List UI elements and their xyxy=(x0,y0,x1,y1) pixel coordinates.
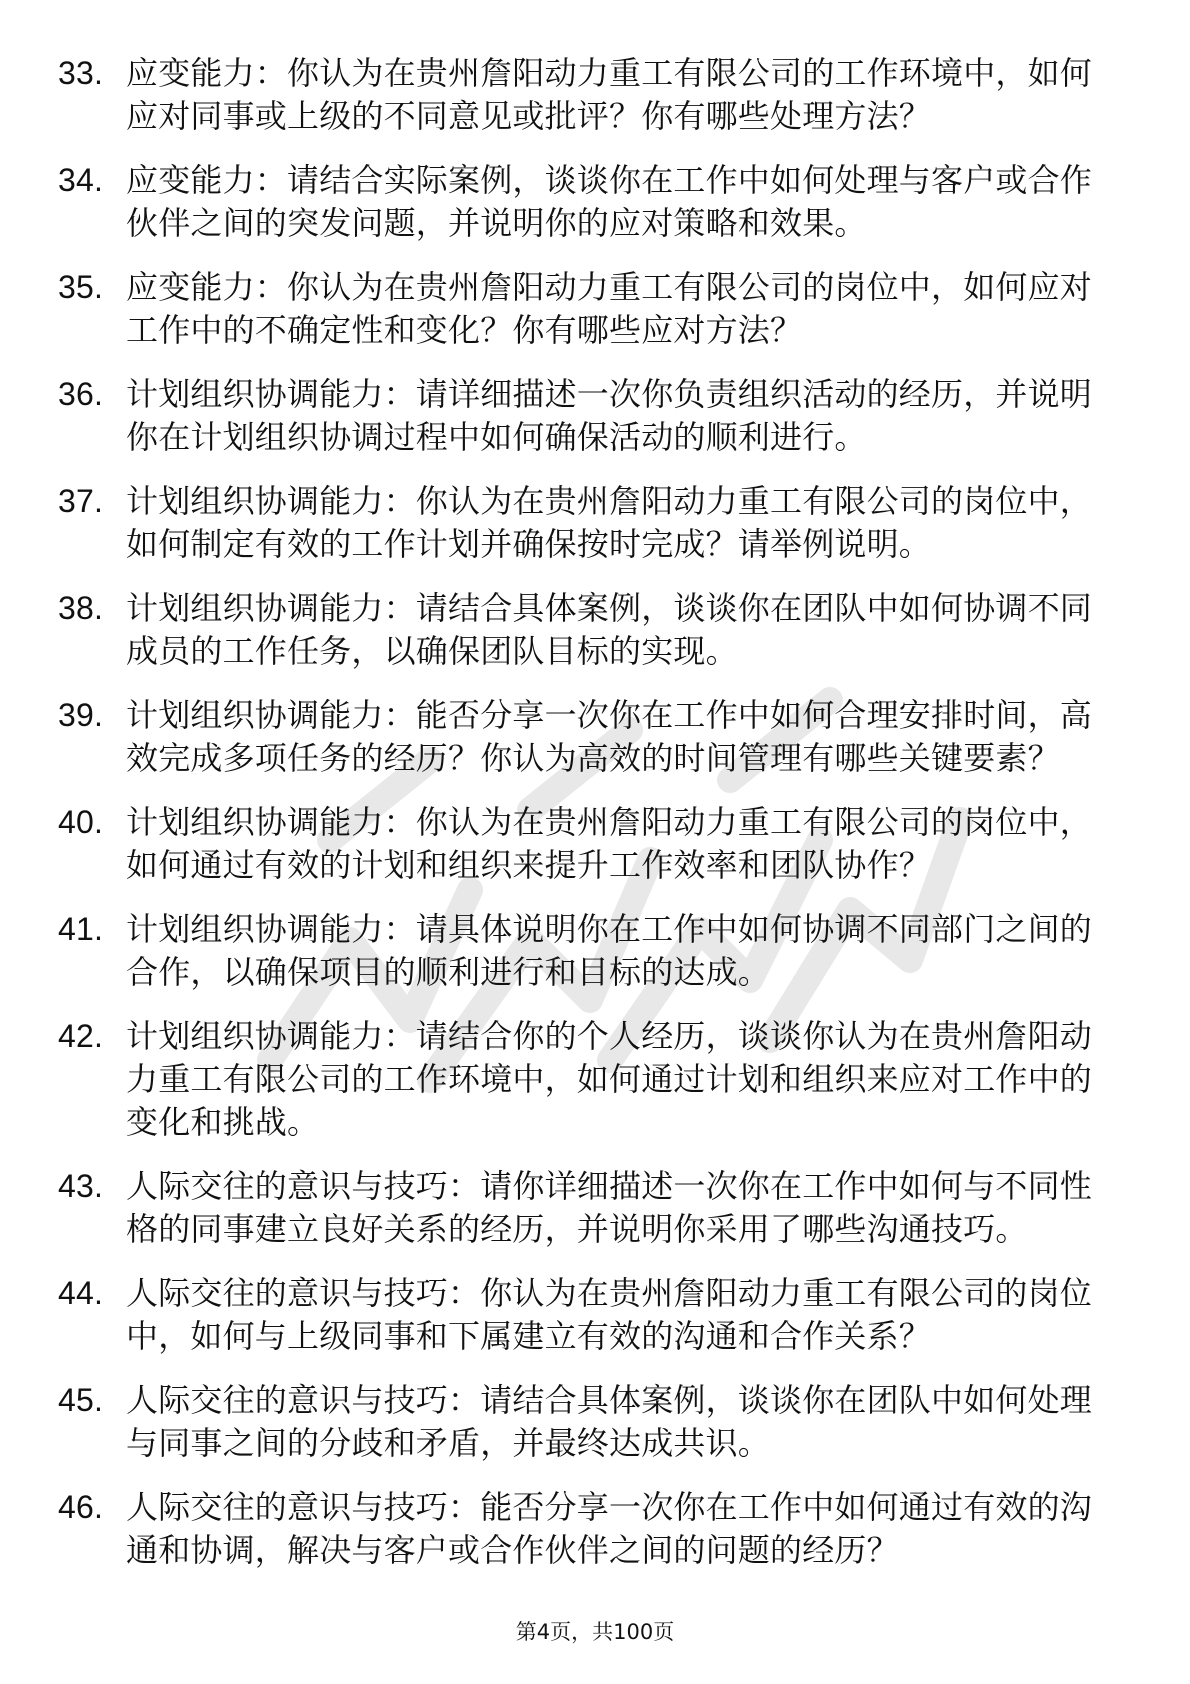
question-number: 33. xyxy=(58,55,104,91)
question-item xyxy=(58,1486,1108,1572)
question-list xyxy=(58,52,1108,1593)
question-item xyxy=(58,1015,1108,1144)
question-item xyxy=(58,52,1108,138)
question-item xyxy=(58,373,1108,459)
question-text: 计划组织协调能力：你认为在贵州詹阳动力重工有限公司的岗位中，如何通过有效的计划和组织来提升工作效率和团队协作？ xyxy=(126,803,1093,884)
question-number: 39. xyxy=(58,697,104,733)
question-text: 计划组织协调能力：你认为在贵州詹阳动力重工有限公司的岗位中，如何制定有效的工作计划并确保按时完成？请举例说明。 xyxy=(126,482,1093,563)
question-item xyxy=(58,908,1108,994)
question-text: 应变能力：你认为在贵州詹阳动力重工有限公司的岗位中，如何应对工作中的不确定性和变化？你有哪些应对方法？ xyxy=(126,268,1093,349)
question-item xyxy=(58,159,1108,245)
question-item xyxy=(58,1165,1108,1251)
question-item xyxy=(58,266,1108,352)
question-text: 应变能力：你认为在贵州詹阳动力重工有限公司的工作环境中，如何应对同事或上级的不同意见或批评？你有哪些处理方法？ xyxy=(126,54,1093,135)
question-text: 计划组织协调能力：请具体说明你在工作中如何协调不同部门之间的合作，以确保项目的顺利进行和目标的达成。 xyxy=(126,910,1093,991)
question-text: 应变能力：请结合实际案例，谈谈你在工作中如何处理与客户或合作伙伴之间的突发问题，并说明你的应对策略和效果。 xyxy=(126,161,1093,242)
question-number: 45. xyxy=(58,1382,104,1418)
question-number: 35. xyxy=(58,269,104,305)
question-text: 计划组织协调能力：能否分享一次你在工作中如何合理安排时间，高效完成多项任务的经历？你认为高效的时间管理有哪些关键要素？ xyxy=(126,696,1093,777)
question-number: 40. xyxy=(58,804,104,840)
question-number: 41. xyxy=(58,911,104,947)
question-item xyxy=(58,694,1108,780)
question-text: 计划组织协调能力：请详细描述一次你负责组织活动的经历，并说明你在计划组织协调过程中如何确保活动的顺利进行。 xyxy=(126,375,1093,456)
question-item xyxy=(58,587,1108,673)
question-text: 计划组织协调能力：请结合具体案例，谈谈你在团队中如何协调不同成员的工作任务，以确保团队目标的实现。 xyxy=(126,589,1093,670)
question-item xyxy=(58,480,1108,566)
question-number: 44. xyxy=(58,1275,104,1311)
question-item xyxy=(58,1379,1108,1465)
question-number: 34. xyxy=(58,162,104,198)
page-number-footer: 第4页，共100页 xyxy=(515,1620,675,1644)
question-number: 36. xyxy=(58,376,104,412)
question-text: 人际交往的意识与技巧：请结合具体案例，谈谈你在团队中如何处理与同事之间的分歧和矛盾，并最终达成共识。 xyxy=(126,1381,1093,1462)
question-number: 38. xyxy=(58,590,104,626)
question-text: 计划组织协调能力：请结合你的个人经历，谈谈你认为在贵州詹阳动力重工有限公司的工作环境中，如何通过计划和组织来应对工作中的变化和挑战。 xyxy=(126,1017,1093,1141)
question-text: 人际交往的意识与技巧：能否分享一次你在工作中如何通过有效的沟通和协调，解决与客户或合作伙伴之间的问题的经历？ xyxy=(126,1488,1093,1569)
question-text: 人际交往的意识与技巧：请你详细描述一次你在工作中如何与不同性格的同事建立良好关系的经历，并说明你采用了哪些沟通技巧。 xyxy=(126,1167,1093,1248)
question-number: 43. xyxy=(58,1168,104,1204)
question-number: 42. xyxy=(58,1018,104,1054)
question-text: 人际交往的意识与技巧：你认为在贵州詹阳动力重工有限公司的岗位中，如何与上级同事和下属建立有效的沟通和合作关系？ xyxy=(126,1274,1093,1355)
question-item xyxy=(58,801,1108,887)
question-number: 46. xyxy=(58,1489,104,1525)
question-item xyxy=(58,1272,1108,1358)
question-number: 37. xyxy=(58,483,104,519)
